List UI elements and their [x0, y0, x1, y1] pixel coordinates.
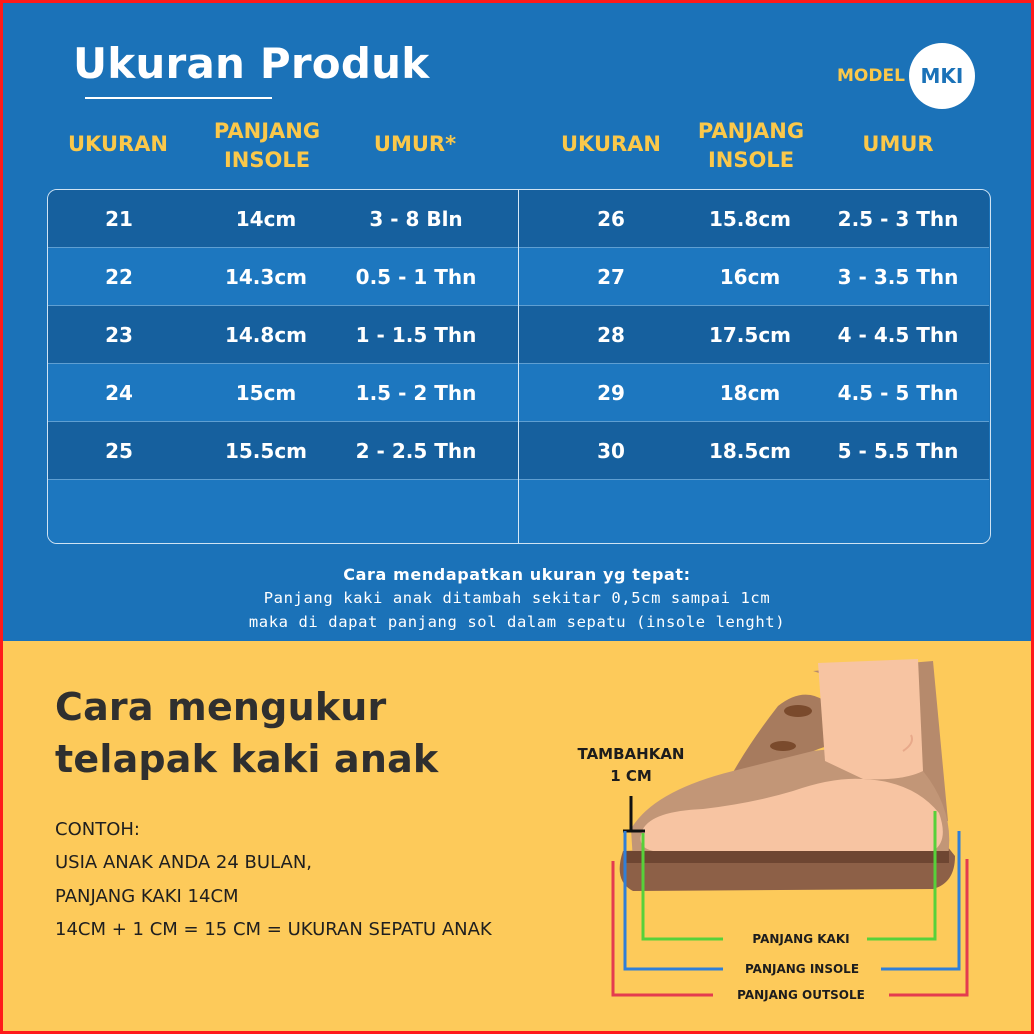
cell-size: 30 [597, 439, 625, 463]
example-line-1: USIA ANAK ANDA 24 BULAN, [55, 852, 313, 873]
table-divider [518, 190, 519, 544]
header-size-left: UKURAN [67, 131, 168, 156]
lace-knot-icon [784, 705, 812, 717]
header-insole-left: PANJANG INSOLE [213, 119, 321, 172]
cell-insole: 16cm [719, 265, 781, 289]
cell-size: 22 [105, 265, 133, 289]
cell-size: 23 [105, 323, 133, 347]
measure-title-line-1: Cara mengukur [55, 685, 387, 729]
cell-insole: 15.8cm [708, 207, 792, 231]
cell-insole: 14.3cm [224, 265, 308, 289]
example-line-3: 14CM + 1 CM = 15 CM = UKURAN SEPATU ANAK [55, 919, 492, 940]
cell-age: 1 - 1.5 Thn [355, 323, 477, 347]
header-age-left: UMUR* [373, 131, 457, 156]
example-line-3-clip [55, 915, 542, 945]
cell-insole: 14.8cm [224, 323, 308, 347]
cell-age: 5 - 5.5 Thn [837, 439, 959, 463]
cell-size: 21 [105, 207, 133, 231]
header-size-right: UKURAN [560, 131, 661, 156]
add-label-line-2: 1 CM [610, 767, 652, 785]
howto-line-1: Panjang kaki anak ditambah sekitar 0,5cm sampai 1cm [263, 589, 771, 607]
legend-insole-length: PANJANG INSOLE [744, 962, 860, 976]
add-label-line-1: TAMBAHKAN [577, 745, 685, 763]
cell-size: 27 [597, 265, 625, 289]
cell-age: 1.5 - 2 Thn [355, 381, 477, 405]
model-indicator [837, 43, 975, 109]
header-insole-right: PANJANG INSOLE [697, 119, 805, 172]
howto-line-2: maka di dapat panjang sol dalam sepatu (insole lenght) [248, 613, 786, 631]
cell-size: 25 [105, 439, 133, 463]
cell-insole: 15cm [235, 381, 297, 405]
lace-knot-icon [770, 741, 796, 751]
shoe-insole-band [625, 851, 949, 863]
title-underline [85, 97, 272, 99]
cell-insole: 15.5cm [224, 439, 308, 463]
cell-age: 2 - 2.5 Thn [355, 439, 477, 463]
foot-shoe-illustration [563, 651, 983, 1011]
cell-age: 0.5 - 1 Thn [355, 265, 477, 289]
legend-outsole-length: PANJANG OUTSOLE [737, 988, 865, 1002]
cell-size: 26 [597, 207, 625, 231]
cell-size: 24 [105, 381, 133, 405]
cell-size: 29 [597, 381, 625, 405]
cell-age: 2.5 - 3 Thn [837, 207, 959, 231]
model-badge: MKI [909, 43, 975, 109]
size-chart-panel [3, 3, 1031, 641]
cell-insole: 17.5cm [708, 323, 792, 347]
cell-insole: 18.5cm [708, 439, 792, 463]
howto-title: Cara mendapatkan ukuran yg tepat: [343, 565, 691, 584]
cell-age: 3 - 8 Bln [369, 207, 463, 231]
cell-insole: 18cm [719, 381, 781, 405]
model-label: MODEL [837, 66, 905, 86]
cell-insole: 14cm [235, 207, 297, 231]
cell-size: 28 [597, 323, 625, 347]
cell-age: 4.5 - 5 Thn [837, 381, 959, 405]
leg-shape [818, 659, 923, 779]
page-title: Ukuran Produk [73, 39, 430, 88]
header-age-right: UMUR [862, 131, 934, 156]
measure-title-line-2: telapak kaki anak [55, 737, 439, 781]
example-line-2: PANJANG KAKI 14CM [55, 886, 239, 907]
cell-age: 4 - 4.5 Thn [837, 323, 959, 347]
cell-age: 3 - 3.5 Thn [837, 265, 959, 289]
size-table [47, 189, 991, 544]
example-label: CONTOH: [55, 819, 140, 840]
legend-foot-length: PANJANG KAKI [752, 932, 850, 946]
